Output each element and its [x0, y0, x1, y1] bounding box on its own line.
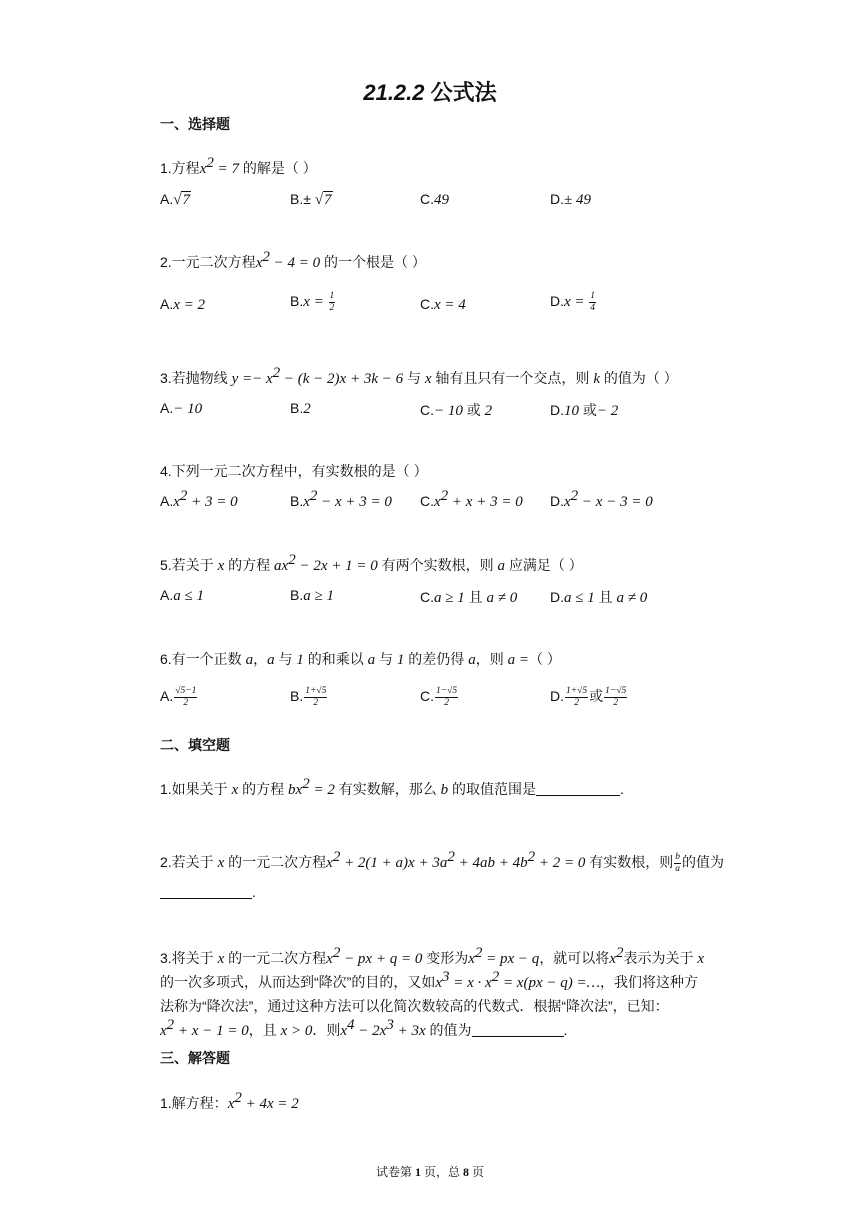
q6-option-b[interactable]: B. $\frac{1+√5}{2}$	[290, 686, 327, 708]
fill-blank-3[interactable]	[472, 1022, 564, 1037]
question-6: 6.有一个正数 a，a 与 1 的和乘以 a 与 1 的差仍得 a，则 a =（ ）	[160, 651, 561, 668]
q2-option-c[interactable]: C.x = 4	[420, 296, 466, 313]
fill-blank-1[interactable]	[536, 781, 620, 796]
q5-option-d[interactable]: D.a ≤ 1 且 a ≠ 0	[550, 589, 648, 606]
q5-option-a[interactable]: A.a ≤ 1	[160, 587, 204, 604]
q3-option-c[interactable]: C.− 10 或 2	[420, 402, 493, 419]
question-2: 2.一元二次方程$x^2 - 4 = 0$ 的一个根是（ ）	[160, 249, 426, 271]
page-footer: 试卷第 1 页，总 8 页	[375, 1165, 485, 1179]
q3-option-d[interactable]: D.10 或− 2	[550, 402, 619, 419]
solve-question-1: 1.解方程：$x^2 + 4x = 2$	[160, 1090, 299, 1112]
q2-option-b[interactable]: B.x = $\frac{1}{2}$	[290, 291, 335, 313]
question-3: 3.若抛物线 $y =- x^2 - (k - 2)x + 3k - 6$ 与 x 轴有且只有一个交点，则 k 的值为（ ）	[160, 365, 678, 387]
question-5: 5.若关于 x 的方程 $ax^2 - 2x + 1 = 0$ 有两个实数根，则 a 应满足（ ）	[160, 552, 583, 574]
q6-option-d[interactable]: D. $\frac{1+√5}{2}$ 或 $\frac{1-√5}{2}$	[550, 686, 627, 708]
q2-option-d[interactable]: D.x = $\frac{1}{4}$	[550, 291, 596, 313]
fill-question-1: 1.如果关于 x 的方程 $bx^2 = 2$ 有实数解，那么 b 的取值范围是 .	[160, 776, 624, 798]
q4-option-c[interactable]: $C.x^2 + x + 3 = 0$	[420, 488, 523, 510]
fill-question-2-blank-line: .	[160, 884, 256, 900]
q2-option-a[interactable]: A.x = 2	[160, 296, 206, 313]
q4-option-a[interactable]: $A.x^2 + 3 = 0$	[160, 488, 238, 510]
q1-option-a[interactable]: A.√7	[160, 191, 190, 208]
q6-option-c[interactable]: C. $\frac{1-√5}{2}$	[420, 686, 458, 708]
q3-option-b[interactable]: B.2	[290, 400, 311, 417]
q4-option-b[interactable]: $B.x^2 - x + 3 = 0$	[290, 488, 392, 510]
q5-option-c[interactable]: C.a ≥ 1 且 a ≠ 0	[420, 589, 518, 606]
section-solve-heading: 三、解答题	[160, 1050, 230, 1066]
section-choice-heading: 一、选择题	[160, 116, 230, 132]
q1-option-d[interactable]: D.± 49	[550, 191, 591, 208]
q3-option-a[interactable]: A.− 10	[160, 400, 203, 417]
fill-question-3-line-1: 3.将关于 x 的一元二次方程$x^2$ − px + q = 0 变形为$x^2$ = px − q，就可以将$x^2$表示为关于 x	[160, 945, 705, 967]
q4-option-d[interactable]: $D.x^2 - x - 3 = 0$	[550, 488, 653, 510]
q6-option-a[interactable]: A. $\frac{√5-1}{2}$	[160, 686, 197, 708]
q5-option-b[interactable]: B.a ≥ 1	[290, 587, 334, 604]
fill-question-3-line-2: 的一次多项式，从而达到“降次”的目的，又如$x^3 = x \cdot x^2 = x(px - q)$ =…，我们将这种方	[160, 969, 698, 991]
fill-question-2: 2.若关于 x 的一元二次方程$x^2 + 2(1 + a)x + 3a^2 + 4ab + 4b^2 + 2 = 0$ 有实数根，则 $\frac{b}{a}$ 的值为	[160, 849, 724, 874]
fill-question-3-line-4: $x^2 + x - 1 = 0$，且 x > 0．则$x^4 - 2x^3 + 3x$ 的值为 .	[160, 1017, 568, 1039]
fill-blank-2[interactable]	[160, 884, 252, 899]
page-title: 21.2.2 公式法	[363, 80, 497, 105]
question-1: 1.方程$x^2 = 7$ 的解是（ ）	[160, 155, 317, 177]
section-fill-heading: 二、填空题	[160, 737, 230, 753]
fill-question-3-line-3: 法称为“降次法”，通过这种方法可以化简次数较高的代数式．根据“降次法”，已知：	[160, 998, 669, 1014]
q1-option-b[interactable]: B.± √7	[290, 191, 332, 208]
q1-option-c[interactable]: C.49	[420, 191, 449, 208]
question-4: 4.下列一元二次方程中，有实数根的是（ ）	[160, 463, 428, 479]
